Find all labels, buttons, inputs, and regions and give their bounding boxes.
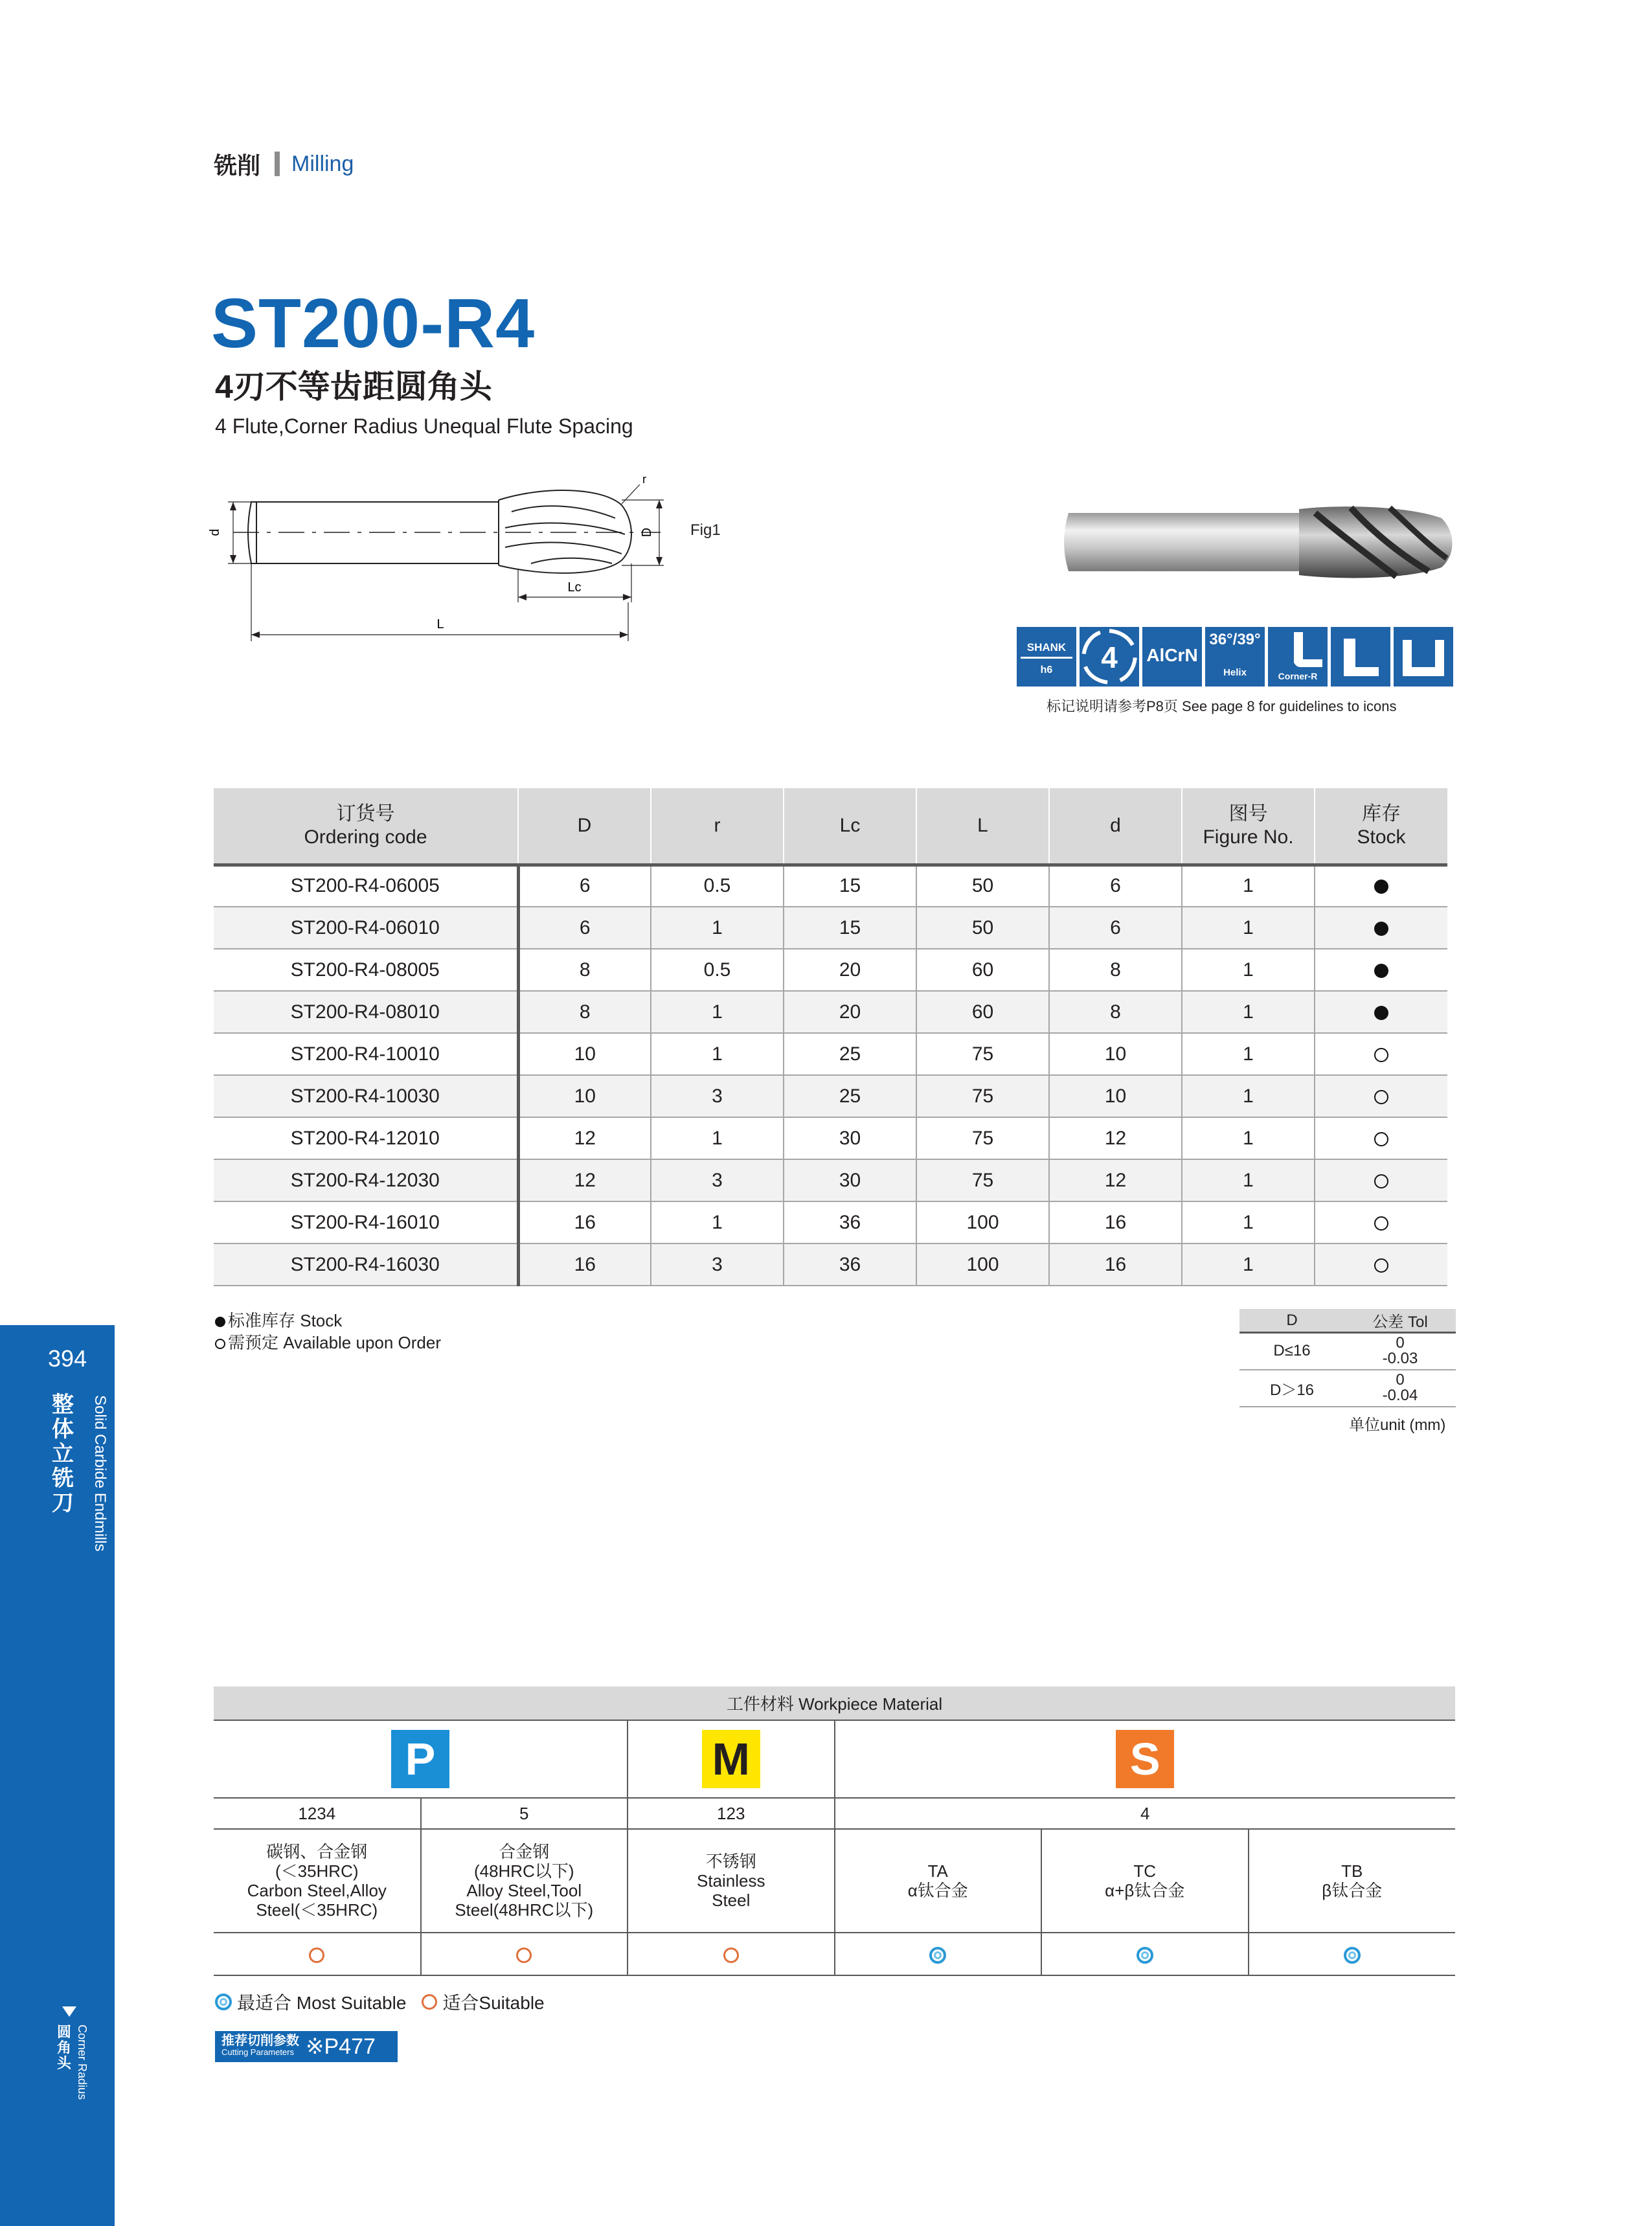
table-row <box>214 1244 1447 1286</box>
most-suitable-icon <box>929 1947 946 1964</box>
cell-r: 0.5 <box>651 949 784 991</box>
tolerance-table <box>1239 1309 1456 1407</box>
material-group-row <box>214 1720 1455 1798</box>
suitable-icon <box>516 1948 532 1963</box>
material-name: TC α+β钛合金 <box>1041 1829 1249 1933</box>
cell-d: 12 <box>1049 1117 1182 1159</box>
cell-d: 16 <box>518 1244 651 1286</box>
cell-d: 12 <box>518 1159 651 1201</box>
cell-code: ST200-R4-10010 <box>214 1033 518 1075</box>
material-suitability <box>835 1933 1042 1975</box>
column-header: L <box>916 788 1049 865</box>
triangle-down-icon <box>62 2006 76 2017</box>
cell-r: 3 <box>651 1075 784 1117</box>
cell-d: 8 <box>1049 991 1182 1033</box>
material-badge-m: M <box>702 1730 760 1788</box>
sidebar-category-en: Solid Carbide Endmills <box>91 1395 109 1552</box>
cell-l: 75 <box>916 1075 1049 1117</box>
tol-range: D≤16 <box>1239 1333 1344 1370</box>
cell-r: 1 <box>651 1033 784 1075</box>
product-name-en: 4 Flute,Corner Radius Unequal Flute Spacing <box>215 415 633 438</box>
cell-d: 10 <box>1049 1075 1182 1117</box>
cell-lc: 25 <box>784 1033 916 1075</box>
cell-d: 6 <box>518 907 651 949</box>
cell-stock <box>1315 1117 1447 1159</box>
cell-code: ST200-R4-06010 <box>214 907 518 949</box>
label-L: L <box>436 617 444 631</box>
label-Lc: Lc <box>567 580 582 595</box>
label-d: d <box>208 528 222 536</box>
subcode: 123 <box>628 1798 835 1829</box>
empty-dot-icon <box>1374 1090 1388 1104</box>
table-row <box>214 1201 1447 1244</box>
section-title-en: Milling <box>291 151 354 176</box>
material-name: TA α钛合金 <box>835 1829 1042 1933</box>
shank-h6-icon: SHANK h6 <box>1017 627 1076 687</box>
cell-lc: 15 <box>784 907 916 949</box>
table-row <box>214 1117 1447 1159</box>
cell-r: 1 <box>651 991 784 1033</box>
feature-icons <box>1017 627 1453 687</box>
subcode: 4 <box>835 1798 1456 1829</box>
side-milling-icon <box>1331 627 1390 687</box>
cell-d: 10 <box>518 1075 651 1117</box>
table-row <box>214 1159 1447 1201</box>
cell-stock <box>1315 1201 1447 1244</box>
cell-stock <box>1315 1075 1447 1117</box>
four-flute-icon: 4 <box>1080 627 1139 687</box>
cell-code: ST200-R4-10030 <box>214 1075 518 1117</box>
material-badge-p: P <box>391 1730 449 1788</box>
filled-dot-icon <box>1374 1006 1388 1020</box>
sidebar-category-cn: 整体立铣刀 <box>52 1392 74 1516</box>
cutting-parameters-link[interactable] <box>215 2031 398 2062</box>
cell-l: 75 <box>916 1159 1049 1201</box>
cell-lc: 25 <box>784 1075 916 1117</box>
cell-stock <box>1315 907 1447 949</box>
unit-note: 单位unit (mm) <box>1349 1416 1446 1434</box>
cell-d: 8 <box>518 949 651 991</box>
material-suitability <box>628 1933 835 1975</box>
material-name: 合金钢 (48HRC以下) Alloy Steel,Tool Steel(48HRC以下) <box>421 1829 628 1933</box>
legend-order: 需预定 Available upon Order <box>215 1332 441 1354</box>
ordering-spec-table <box>214 788 1447 1286</box>
suitable-icon <box>723 1948 739 1963</box>
cell-r: 3 <box>651 1244 784 1286</box>
cell-fig: 1 <box>1182 865 1315 907</box>
column-header: 订货号 Ordering code <box>214 788 518 865</box>
column-header: D <box>518 788 651 865</box>
column-header: 图号 Figure No. <box>1182 788 1315 865</box>
material-suitability <box>214 1933 421 1975</box>
helix-angle-icon: 36°/39° Helix <box>1205 627 1265 687</box>
table-row <box>214 1033 1447 1075</box>
cell-r: 0.5 <box>651 865 784 907</box>
column-header: 库存 Stock <box>1315 788 1447 865</box>
cell-code: ST200-R4-08010 <box>214 991 518 1033</box>
table-row <box>214 907 1447 949</box>
cell-d: 16 <box>518 1201 651 1244</box>
cutting-page-ref: ※P477 <box>306 2034 376 2059</box>
cell-stock <box>1315 1244 1447 1286</box>
sidebar-sub-cn: 圆角头 <box>57 2024 72 2071</box>
cell-fig: 1 <box>1182 907 1315 949</box>
cell-r: 3 <box>651 1159 784 1201</box>
tol-header-tol: 公差 Tol <box>1344 1309 1456 1333</box>
group-m <box>628 1720 835 1798</box>
material-name: 碳钢、合金钢 (＜35HRC) Carbon Steel,Alloy Steel(＜35HRC) <box>214 1829 421 1933</box>
coating-alcrn-icon: AlCrN <box>1142 627 1202 687</box>
group-s <box>835 1720 1456 1798</box>
table-row <box>1239 1370 1456 1407</box>
cell-r: 1 <box>651 907 784 949</box>
cell-l: 75 <box>916 1033 1049 1075</box>
cell-l: 50 <box>916 907 1049 949</box>
section-header <box>214 148 354 180</box>
cell-d: 12 <box>1049 1159 1182 1201</box>
product-name-cn: 4刃不等齿距圆角头 <box>215 369 492 405</box>
cell-stock <box>1315 949 1447 991</box>
suitable-icon <box>309 1948 324 1963</box>
section-divider <box>275 152 280 176</box>
material-title: 工件材料 Workpiece Material <box>214 1687 1455 1720</box>
filled-dot-icon <box>1374 880 1388 894</box>
tol-value: 0 -0.04 <box>1344 1370 1456 1407</box>
page-number: 394 <box>48 1345 87 1372</box>
cell-d: 6 <box>1049 907 1182 949</box>
most-suitable-icon <box>1344 1947 1361 1964</box>
material-suitability-row <box>214 1933 1455 1975</box>
cell-fig: 1 <box>1182 991 1315 1033</box>
cell-code: ST200-R4-08005 <box>214 949 518 991</box>
material-suitability <box>1041 1933 1249 1975</box>
section-title-cn: 铣削 <box>214 152 261 179</box>
cell-fig: 1 <box>1182 1075 1315 1117</box>
cell-fig: 1 <box>1182 949 1315 991</box>
table-row <box>214 865 1447 907</box>
product-model: ST200-R4 <box>211 284 536 362</box>
cell-code: ST200-R4-16010 <box>214 1201 518 1244</box>
cell-l: 60 <box>916 991 1049 1033</box>
cutting-head-outline <box>499 490 631 573</box>
technical-drawing <box>207 473 725 648</box>
column-header: r <box>651 788 784 865</box>
filled-dot-icon <box>1374 922 1388 936</box>
cutting-label-cn: 推荐切削参数 <box>221 2034 299 2048</box>
subcode: 5 <box>421 1798 628 1829</box>
cell-stock <box>1315 991 1447 1033</box>
cell-d: 8 <box>518 991 651 1033</box>
cell-r: 1 <box>651 1201 784 1244</box>
empty-dot-icon <box>1374 1132 1388 1146</box>
cell-d: 10 <box>518 1033 651 1075</box>
cell-d: 10 <box>1049 1033 1182 1075</box>
cell-lc: 36 <box>784 1244 916 1286</box>
icon-guideline-note: 标记说明请参考P8页 See page 8 for guidelines to icons <box>1047 698 1397 714</box>
cell-fig: 1 <box>1182 1159 1315 1201</box>
cell-stock <box>1315 865 1447 907</box>
cell-d: 16 <box>1049 1201 1182 1244</box>
cell-l: 60 <box>916 949 1049 991</box>
cell-l: 100 <box>916 1244 1049 1286</box>
empty-dot-icon <box>1374 1048 1388 1062</box>
tol-value: 0 -0.03 <box>1344 1333 1456 1370</box>
empty-dot-icon <box>1374 1174 1388 1188</box>
cell-d: 6 <box>1049 865 1182 907</box>
material-suitability <box>421 1933 628 1975</box>
most-suitable-icon <box>1137 1947 1153 1964</box>
sidebar-sub-en: Corner Radius <box>76 2025 89 2100</box>
filled-dot-icon <box>215 1317 225 1327</box>
empty-dot-icon <box>1374 1216 1388 1231</box>
cell-l: 50 <box>916 865 1049 907</box>
most-suitable-icon <box>215 1993 232 2010</box>
legend-standard: 标准库存 Stock <box>215 1310 441 1332</box>
label-r: r <box>642 473 646 486</box>
material-header-row <box>214 1687 1455 1720</box>
tol-header-d: D <box>1239 1309 1344 1333</box>
cell-stock <box>1315 1033 1447 1075</box>
cell-fig: 1 <box>1182 1033 1315 1075</box>
empty-dot-icon <box>1374 1258 1388 1273</box>
empty-dot-icon <box>215 1339 225 1349</box>
cell-fig: 1 <box>1182 1244 1315 1286</box>
suitable-icon <box>422 1994 437 2010</box>
stock-legend <box>215 1310 441 1354</box>
cell-r: 1 <box>651 1117 784 1159</box>
cell-lc: 15 <box>784 865 916 907</box>
cutting-label-en: Cutting Parameters <box>221 2047 294 2057</box>
material-badge-s: S <box>1116 1730 1174 1788</box>
cell-d: 12 <box>518 1117 651 1159</box>
subcode: 1234 <box>214 1798 421 1829</box>
tolerance-header-row <box>1239 1309 1456 1333</box>
corner-radius-icon: Corner-R <box>1268 627 1328 687</box>
cell-lc: 20 <box>784 949 916 991</box>
group-p <box>214 1720 628 1798</box>
column-header: d <box>1049 788 1182 865</box>
cell-lc: 30 <box>784 1159 916 1201</box>
material-suitability <box>1249 1933 1456 1975</box>
cell-lc: 30 <box>784 1117 916 1159</box>
column-header: Lc <box>784 788 916 865</box>
tol-range: D＞16 <box>1239 1370 1344 1407</box>
cell-fig: 1 <box>1182 1201 1315 1244</box>
table-row <box>1239 1333 1456 1370</box>
table-row <box>214 991 1447 1033</box>
table-body <box>214 865 1447 1286</box>
material-subcode-row <box>214 1798 1455 1829</box>
cell-d: 8 <box>1049 949 1182 991</box>
table-header-row <box>214 788 1447 865</box>
material-name: TB β钛合金 <box>1249 1829 1456 1933</box>
cell-code: ST200-R4-12030 <box>214 1159 518 1201</box>
filled-dot-icon <box>1374 964 1388 978</box>
slot-milling-icon <box>1394 627 1453 687</box>
workpiece-material-table <box>214 1687 1455 1976</box>
cell-stock <box>1315 1159 1447 1201</box>
cell-lc: 20 <box>784 991 916 1033</box>
cell-l: 100 <box>916 1201 1049 1244</box>
cell-code: ST200-R4-06005 <box>214 865 518 907</box>
cell-lc: 36 <box>784 1201 916 1244</box>
suitability-legend: 最适合 Most Suitable 适合Suitable <box>215 1989 545 2015</box>
table-row <box>214 1075 1447 1117</box>
material-name: 不锈钢 Stainless Steel <box>628 1829 835 1933</box>
cell-l: 75 <box>916 1117 1049 1159</box>
cell-code: ST200-R4-16030 <box>214 1244 518 1286</box>
figure-label: Fig1 <box>690 521 721 539</box>
cell-d: 6 <box>518 865 651 907</box>
material-name-row <box>214 1829 1455 1933</box>
table-row <box>214 949 1447 991</box>
tool-photo <box>1059 500 1454 584</box>
cell-code: ST200-R4-12010 <box>214 1117 518 1159</box>
cell-fig: 1 <box>1182 1117 1315 1159</box>
cell-d: 16 <box>1049 1244 1182 1286</box>
label-D: D <box>640 527 654 538</box>
